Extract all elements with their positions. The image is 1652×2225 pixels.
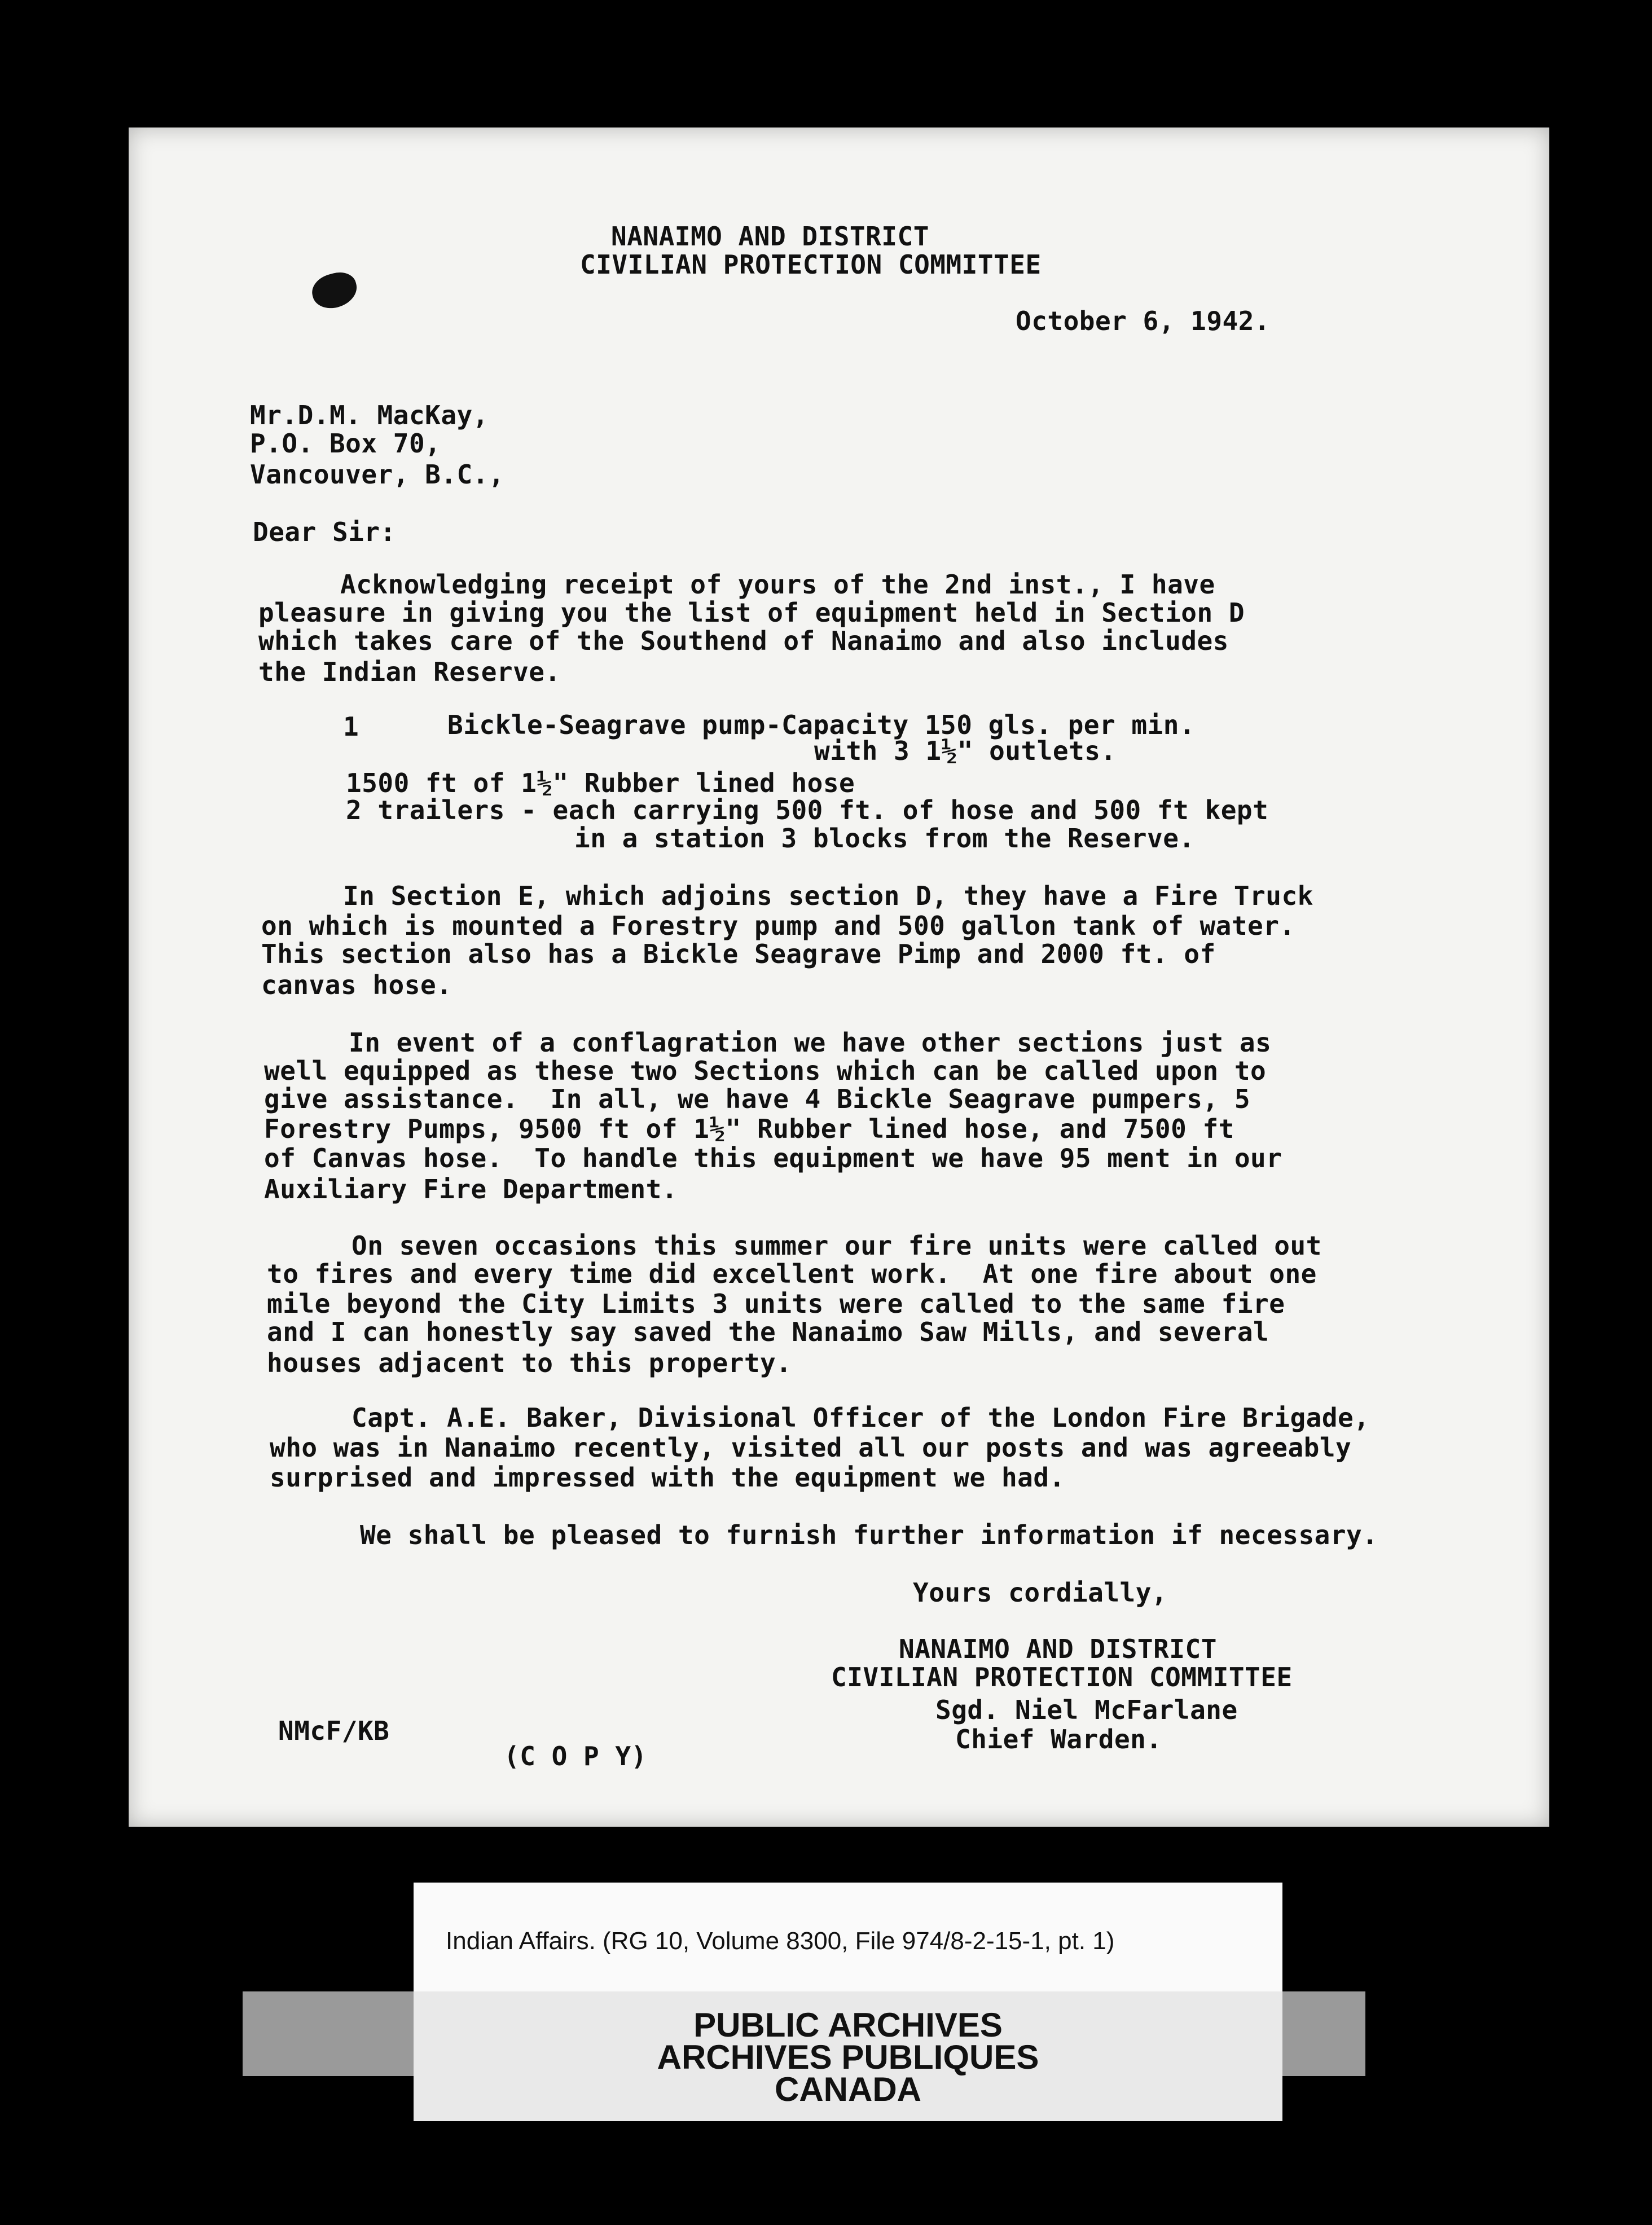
para4-line-2: to fires and every time did excellent work. At one fire about one <box>267 1259 1317 1289</box>
signature-name: Sgd. Niel McFarlane <box>935 1695 1238 1725</box>
equipment-pump: Bickle-Seagrave pump-Capacity 150 gls. per min. <box>447 710 1196 740</box>
equipment-trailers-station: in a station 3 blocks from the Reserve. <box>574 823 1195 854</box>
letterhead-line-2: CIVILIAN PROTECTION COMMITTEE <box>580 249 1042 280</box>
para5-line-1: Capt. A.E. Baker, Divisional Officer of the London Fire Brigade, <box>352 1402 1370 1433</box>
para2-line-3: This section also has a Bickle Seagrave Pimp and 2000 ft. of <box>261 939 1216 969</box>
equipment-trailers: 2 trailers - each carrying 500 ft. of hose and 500 ft kept <box>346 795 1269 825</box>
typist-initials: NMcF/KB <box>278 1716 390 1746</box>
para5-line-3: surprised and impressed with the equipment we had. <box>270 1462 1065 1493</box>
address-line-1: Mr.D.M. MacKay, <box>250 400 489 430</box>
para4-line-5: houses adjacent to this property. <box>267 1348 792 1378</box>
archive-reference: Indian Affairs. (RG 10, Volume 8300, File 974/8-2-15-1, pt. 1) <box>446 1927 1115 1955</box>
letterhead-line-1: NANAIMO AND DISTRICT <box>611 221 929 252</box>
closing: Yours cordially, <box>913 1577 1168 1608</box>
para3-line-5: of Canvas hose. To handle this equipment we have 95 ment in our <box>264 1143 1282 1173</box>
signature-title: Chief Warden. <box>955 1724 1162 1755</box>
para4-line-4: and I can honestly say saved the Nanaimo Saw Mills, and several <box>267 1317 1269 1347</box>
para2-line-2: on which is mounted a Forestry pump and 500 gallon tank of water. <box>261 911 1295 941</box>
para6: We shall be pleased to furnish further information if necessary. <box>360 1520 1378 1550</box>
signature-org-2: CIVILIAN PROTECTION COMMITTEE <box>831 1662 1293 1692</box>
address-line-2: P.O. Box 70, <box>250 428 441 459</box>
letter-date: October 6, 1942. <box>1016 306 1271 336</box>
equipment-qty: 1 <box>343 711 359 742</box>
equipment-pump-outlets: with 3 1½" outlets. <box>814 736 1117 766</box>
para2-line-1: In Section E, which adjoins section D, they have a Fire Truck <box>343 881 1313 911</box>
para3-line-4: Forestry Pumps, 9500 ft of 1½" Rubber lined hose, and 7500 ft <box>264 1114 1234 1144</box>
para3-line-2: well equipped as these two Sections which can be called upon to <box>264 1056 1267 1086</box>
para2-line-4: canvas hose. <box>261 970 452 1000</box>
para1-line-3: which takes care of the Southend of Nanaimo and also includes <box>258 626 1229 656</box>
equipment-hose: 1500 ft of 1½" Rubber lined hose <box>346 768 855 798</box>
copy-mark: (C O P Y) <box>504 1741 647 1771</box>
salutation: Dear Sir: <box>253 517 396 547</box>
para1-line-1: Acknowledging receipt of yours of the 2nd inst., I have <box>340 569 1215 600</box>
signature-org-1: NANAIMO AND DISTRICT <box>899 1634 1217 1664</box>
address-line-3: Vancouver, B.C., <box>250 459 505 490</box>
para1-line-4: the Indian Reserve. <box>258 657 561 687</box>
archive-stamp-line-3: CANADA <box>775 2070 921 2108</box>
archive-stamp-line-2: ARCHIVES PUBLIQUES <box>657 2038 1039 2076</box>
para3-line-6: Auxiliary Fire Department. <box>264 1174 678 1204</box>
para3-line-1: In event of a conflagration we have other sections just as <box>349 1027 1272 1058</box>
archive-stamp-line-1: PUBLIC ARCHIVES <box>693 2006 1003 2044</box>
para4-line-3: mile beyond the City Limits 3 units were called to the same fire <box>267 1289 1285 1319</box>
para4-line-1: On seven occasions this summer our fire units were called out <box>352 1230 1322 1261</box>
para3-line-3: give assistance. In all, we have 4 Bickle Seagrave pumpers, 5 <box>264 1084 1251 1114</box>
para5-line-2: who was in Nanaimo recently, visited all our posts and was agreeably <box>270 1432 1352 1463</box>
para1-line-2: pleasure in giving you the list of equipment held in Section D <box>258 597 1245 628</box>
